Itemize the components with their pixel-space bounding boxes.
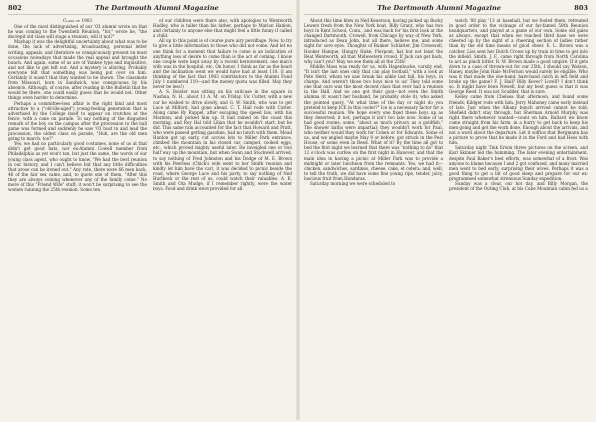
left-page-header [8,4,292,15]
right-column-2 [449,18,588,422]
left-column-1 [8,18,147,422]
paragraph: watch '08 play '13 at baseball, but we fooled them, retreated in good order to the vicinage of our far-famed 59th Reunion headquarters, and played at a game of our own. Some old gales as always, except that when we reached third base we were cheered up by the sight of a cheering section of ladies rather than by the old time means of good cheer. E. L. Brown was a catcher. Liss sent her Dutch Crowe up by train in time to get into the infield. Smith, J. F., came right through from North Carolina to act as pinch hitter. R. W. Brown made a good umpire. If it gets down to a case of thrown-out for our 25th, I should say Watson, Haney, maybe John Hale McFernon would surely be eligible. Who was it that made the one-hand, bare-hand catch in left field and broke up the game? F. J. Hall? Billy Kever? Lovell? I don't think so. It might have been Newell, but my best guess is that it was George Reed. It was not Scudder, that is sure. [449,18,588,95]
paragraph: Saturday morning we were scheduled to [310,181,396,186]
paragraph: One of the most distinguished of our '03 alumni wrote on that he was coming to the Twentieth Reunion, "for," wrote he, "the decrepit old class will stage a reunion, will it not?" [8,24,147,40]
paragraph: A. S. Bolster was sitting on his suitcase in the square in Nashua, N. H., about 11 A. M. on Friday. Vic Cutter, with a new car he wished to drive slowly, and G. W. Smith, who was to get Luce at Milford, had gone ahead. C. T. Hall rode with Cutter. Along came Ry Ruppel, after escaping the speed law, with his Marmon, and picked him up. It had rained on the coast this morning, and Roy Hal told Lilian that he wouldn't start, but he did. This same rain accounted for the fact that Howard and Pratt, who were passed getting gasoline, had no lunch with them. Mead Hanlon got up early, cut across lots to Miller Park entrance, climbed the mountain in his closed car, camped, cooked eggs, etc., which proved mighty useful later. He inveigled one or two half way up the mountain, but when Swan and Stockwell arrived, to say nothing of Fred Johnston and his Dodge of M. E. Brown with his Peerless (Chick's wife went to her Smith reunion and kindly let him have the car), it was decided to picnic beside the road, where George Luce and his party, to say nothing of Ned Hurlbeck or the rest of us, could watch their valuables. A. K. Smith and Ota Mudge, if I remember rightly, were the water boys. Food and drink were provided for all. [153,89,292,192]
paragraph: of our children were there also, with apologies to Wentworth Hadley, who is taller than his father, perhaps to Marion Hanlon, and certainly to anyone else that might feel a little funny if called a child. [153,18,292,39]
paragraph: Saturday night Tink Erwin threw pictures on the screen, and Karl Skinner led the humming. The later evening entertainment, despite Paul Baker's best efforts, was somewhat of a frost. Was anyone to blame because I and 2 got confused, and many married men went to bed early, surprising their wives. Perhaps it was a good thing to get a bit of good sleep and prepare for our ex-programmed somewhat strenuous Sunday expedition. [449,145,588,181]
paragraph: Sunday was a clear, our hot day, and Billy Morgan, the president of the Outing Club, at his Cube Mountain cabin fed us a [449,181,588,192]
paragraph: Perhaps a committee-less affair is the right kind and most attractive to a ("old-ille-aged") young-feeling generation that is advertised by the College itself to appear on crutches at the fence, with a cane on parade. To say nothing of the disgusted remark of the boy on the campus after the procession to the ball game was formed and suddenly he saw '03 bust in and lead the procession, the oldest class on parade, "Huh, are the old men going to march, too?" [8,100,147,142]
paragraph: Kelley came from Chelsea that afternoon, and found some friends; Kildger rode with him. Jerry Mahoney came early instead of late. Just when the Albany bunch arrived cannot be told; Shefield didn't stay through, but Sherman Arnold Murphy was right there whenever wanted—count on him. Bullard we know came straight from his farm, in a hurry to get back to keep his men going and get the work done. Enough about the arrivals, and not a word about the departure. Let it suffice that Bergmann has a picture to prove that he made it in the Ford and had Hess with him. [449,94,588,146]
right-page [298,0,596,420]
right-running-title: The Dartmouth Alumni Magazine [377,4,501,12]
paragraph: Yes, we had no particularly good costumes, none of us at that didn't get good hats, nor ex-Alumni Cowell member from Philadelphia as yet won't tan, but just the same, the words of our young class agent, who ought to know, "We had the best reunion in our history, and I can't believe but that any little difficulties that arose can be ironed out." Any rate, there were 66 men back, 46 of the fair sex came, and, to quote one of them, "After this they are always coming whenever any of the family come." No more of this "Friend Wife" stuff; it won't be surprising to see the women running the 25th reunion. Some ten [8,141,147,193]
left-page-number: 802 [8,4,22,12]
paragraph: Mayhap it was the delightful uncertainty about what was to be done, the lack of advertising, broadcasting, personal letter writing, appeals, and literature so conspicuously present on most occasions nowadays that made the real appeal and brought the bunch. And again, some of us are of Yankee type and inquisitive, and not like to get left out. And a mystery is alluring. Probably everyone felt that something was being put over on him. Certainly it wasn't that they wanted to be shown. The classmate from Missouri, born in Sandwich, was conspicuous by his absence. Although, of course, after reading in the Bulletin that he would be there, one could easily guess that he would not. Other things were harder to determine. [8,39,147,101]
class-heading: Class of 1903 [62,18,93,23]
left-page [0,0,298,420]
paragraph: Middle Mass was ready for us, with Hagenbucke, varsity end. "It isn't the last ones only that can play football," with a look at Pete Herd, whom we saw break his ankle last fall, his boys, in charge. And weren't those two boys nice to us! They told some one that ours was the most decent class that ever had a reunion in the Hall. And no one got their goat—not even the Smith alumna (it wasn't her husband, he probably stole it), who asked the pointed query, "At what time of the day or night do you pretend to keep ICE in this cooler?" Ice is a necessary factor for a successful reunion. We hope every one fixed these boys up as they deserved; it not, perhaps it isn't too late now. Some of us had good rooms; some, "about as much privacy as a goldfish." The shower baths were impartial; they wouldn't work for Paul, who neither would they work for Cohen or for Edwards. Some of us, and we angled maybe May 8 or before, got struck in the Pest House, or some even in Reed. What of it? By the time all got to bed the first night we learned that there was "nothing to do" that 12 o'clock was curfew on the first night in Hanover, and that the main idea in having a picnic at Miller Park was to provide a midnight or later luncheon from the remnants. Yes, we had it—chicken, sandwiches, sardines, cheese, cake, et cetera; and, well, to tell the truth, we did have some fine young ripe, tender, juicy, luscious fruit from Honduras. [304,63,443,181]
right-page-header [304,4,588,15]
left-page-columns [8,18,292,422]
paragraph: About this time blew in Ned Keuerson, having picked up Bucky Lewers fresh from the New York boat, Billy Grant, who has two boys in Kent School, Conn., and was back for his first look at the changed Dartmouth, Crowell, from Chicago by way of New York, introduced as Dean John, but all there, believe me, and some sight for sore eyes. Thoughts of Bunker Schlatter, Jim Cresswell, Hooker Hanque, Hungry Huke, Pierpont, hat but not least the Beat Wentworth, all that Midwestern crowd. If Jack can get back, why can't you? May we see them all at the 25th! [304,18,443,64]
left-running-title: The Dartmouth Alumni Magazine [95,4,219,12]
right-page-columns [304,18,588,422]
right-page-number: 803 [574,4,588,12]
paragraph: All up to this point is of course pure airy persiflage. Now, to try to give a little information to those who did not come. And let no one think for a moment that failure to come is an indication of anything less of desire to come than is the act of coming. I know one couple were kept away by a recent bereavement, one man's wife was in the hospital, etc. On honor, I think as far as the heart and the inclination went we would have had at least 110. (I am thinking of the fact that 1903 contributors to the Alumni Fund July 1 numbered 110—and the money quota was filled. May they never be less!) [153,38,292,90]
left-column-2 [153,18,292,422]
right-column-1 [304,18,443,422]
